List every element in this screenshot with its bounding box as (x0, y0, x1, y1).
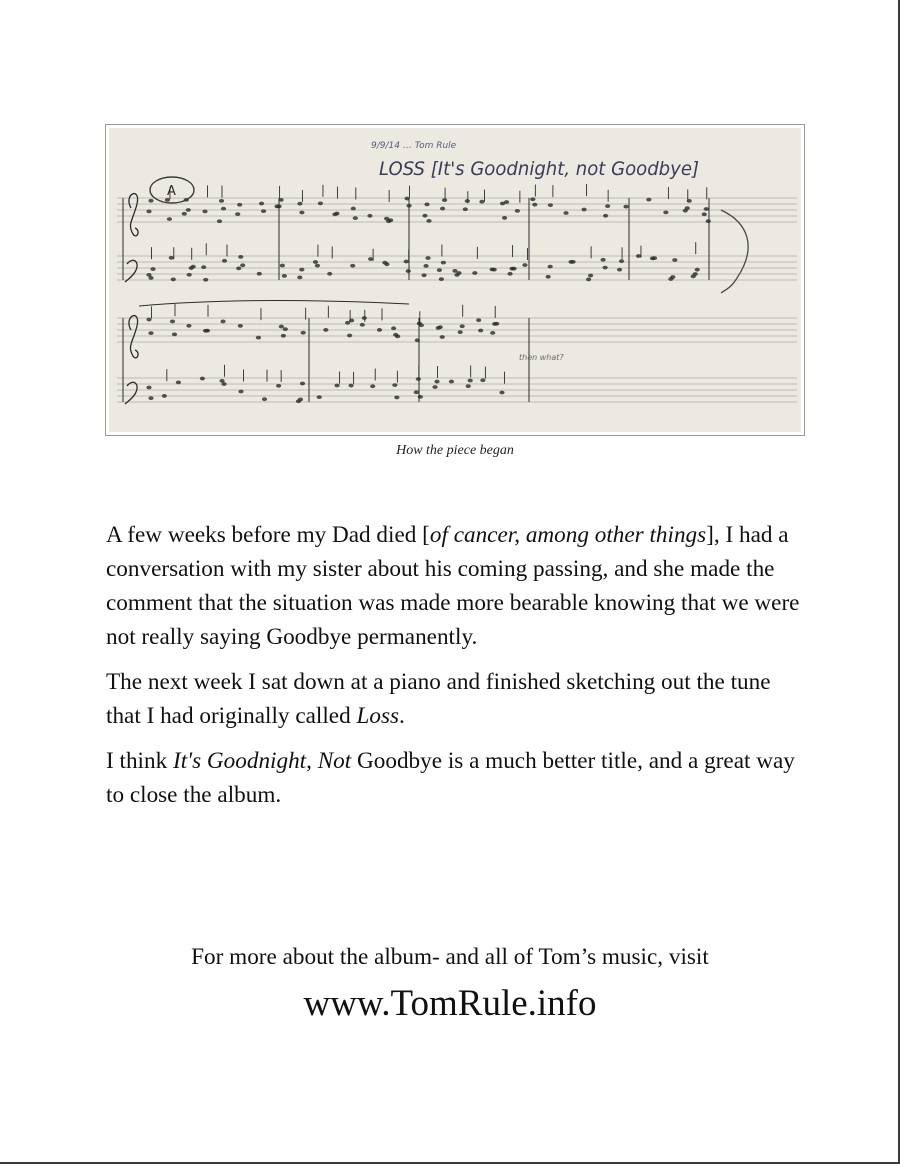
note-head (187, 273, 192, 277)
note-head (432, 385, 437, 389)
note-head (146, 318, 151, 322)
note-head (392, 383, 397, 387)
note-head (499, 391, 504, 395)
note-head (221, 382, 226, 386)
paragraph-1 (106, 518, 806, 654)
note-head (438, 325, 443, 329)
note-head (191, 265, 196, 269)
note-head (478, 329, 483, 333)
note-head (663, 211, 668, 215)
note-head (350, 264, 355, 268)
note-head (670, 275, 675, 279)
note-head (465, 199, 470, 203)
note-head (421, 273, 426, 277)
note-head (279, 325, 284, 329)
note-head (297, 202, 302, 206)
note-head (672, 258, 677, 262)
note-head (368, 257, 373, 261)
note-head (377, 328, 382, 332)
paragraph-1-text-b: ], I had a conversation with my sister about his coming passing, and she made the comment that the situation was made more bearable knowing that we were not really saying Goodbye permanently. (106, 522, 800, 650)
paragraph-2-text-b: . (399, 703, 405, 729)
paragraph-2 (106, 665, 806, 733)
note-head (458, 330, 463, 334)
note-head (150, 267, 155, 271)
handwritten-margin-note: then what? (519, 353, 564, 362)
note-head (546, 275, 551, 279)
note-head (424, 203, 429, 207)
note-head (276, 384, 281, 388)
note-head (522, 263, 527, 267)
note-head (148, 199, 153, 203)
note-head (388, 218, 393, 222)
note-head (162, 394, 167, 398)
manuscript-image (109, 128, 801, 432)
note-head (422, 214, 427, 218)
note-head (261, 209, 266, 213)
note-head (490, 331, 495, 335)
note-head (425, 256, 430, 260)
note-head (219, 199, 224, 203)
note-head (235, 212, 240, 216)
rehearsal-marker: A (167, 184, 176, 199)
figure-caption: How the piece began (396, 443, 514, 458)
note-head (172, 332, 177, 336)
note-head (406, 269, 411, 273)
note-head (586, 278, 591, 282)
note-head (370, 384, 375, 388)
note-head (463, 207, 468, 211)
note-head (449, 380, 454, 384)
footer-text: For more about the album- and all of Tom’s music, visit (191, 944, 709, 970)
note-head (176, 380, 181, 384)
note-head (313, 260, 318, 264)
note-head (704, 207, 709, 211)
note-head (548, 203, 553, 207)
note-head (415, 338, 420, 342)
note-head (619, 259, 624, 263)
note-head (362, 316, 367, 320)
note-head (702, 212, 707, 216)
note-head (202, 210, 207, 214)
note-head (238, 390, 243, 394)
note-head (456, 271, 461, 275)
paragraph-2-text-a: The next week I sat down at a piano and finished sketching out the tune that I had originally called (106, 669, 771, 729)
note-head (548, 265, 553, 269)
paragraph-3 (106, 744, 806, 812)
note-head (419, 323, 424, 327)
note-head (601, 258, 606, 262)
note-head (222, 259, 227, 263)
note-head (511, 267, 516, 271)
paragraph-1-text-a: A few weeks before my Dad died [ (106, 522, 430, 548)
note-head (236, 266, 241, 270)
note-head (237, 203, 242, 207)
paragraph-3-text-b: Goodbye is a much better title, and a great way to close the album. (106, 748, 795, 808)
note-head (146, 210, 151, 214)
note-head (170, 320, 175, 324)
note-head (334, 384, 339, 388)
note-head (440, 207, 445, 211)
note-head (146, 386, 151, 390)
paragraph-1-italic: of cancer, among other things (429, 522, 707, 548)
manuscript-figure (105, 124, 805, 436)
note-head (480, 378, 485, 382)
note-head (442, 198, 447, 202)
note-head (472, 271, 477, 275)
note-head (186, 208, 191, 212)
note-head (404, 260, 409, 264)
note-head (262, 397, 267, 401)
note-head (414, 390, 419, 394)
note-head (652, 256, 657, 260)
note-head (532, 203, 537, 207)
note-head (300, 382, 305, 386)
note-head (257, 272, 262, 276)
note-head (360, 323, 365, 327)
note-head (384, 262, 389, 266)
note-head (588, 274, 593, 278)
note-head (315, 264, 320, 268)
note-head (317, 395, 322, 399)
note-head (276, 205, 281, 209)
note-head (693, 272, 698, 276)
note-head (468, 379, 473, 383)
note-head (581, 208, 586, 212)
note-head (570, 260, 575, 264)
note-head (440, 335, 445, 339)
note-head (406, 204, 411, 208)
note-head (240, 263, 245, 267)
note-head (148, 331, 153, 335)
note-head (200, 377, 205, 381)
note-head (298, 398, 303, 402)
note-head (238, 255, 243, 259)
note-head (221, 207, 226, 211)
note-head (426, 219, 431, 223)
note-head (416, 377, 421, 381)
note-head (259, 202, 264, 206)
note-head (441, 261, 446, 265)
note-head (434, 380, 439, 384)
note-head (334, 212, 339, 216)
note-head (563, 211, 568, 215)
note-head (353, 216, 358, 220)
note-head (476, 318, 481, 322)
note-head (439, 277, 444, 281)
note-head (283, 327, 288, 331)
note-head (282, 274, 287, 278)
note-head (297, 276, 302, 280)
note-head (530, 197, 535, 201)
note-head (327, 272, 332, 276)
note-head (502, 216, 507, 220)
note-head (220, 320, 225, 324)
note-head (182, 212, 187, 216)
note-head (301, 331, 306, 335)
note-head (148, 276, 153, 280)
body-text (106, 518, 806, 823)
note-head (623, 205, 628, 209)
note-head (685, 206, 690, 210)
note-head (169, 256, 174, 260)
note-head (281, 334, 286, 338)
note-head (203, 278, 208, 282)
note-head (460, 324, 465, 328)
note-head (201, 265, 206, 269)
paragraph-2-italic: Loss (356, 703, 400, 729)
note-head (507, 272, 512, 276)
note-head (515, 209, 520, 213)
note-head (318, 201, 323, 205)
note-head (636, 254, 641, 258)
note-head (646, 198, 651, 202)
note-head (394, 396, 399, 400)
note-head (479, 200, 484, 204)
note-head (167, 217, 172, 221)
note-head (351, 207, 356, 211)
note-head (171, 277, 176, 281)
note-head (186, 324, 191, 328)
handwritten-date: 9/9/14 … Tom Rule (371, 141, 457, 151)
note-head (323, 328, 328, 332)
note-head (148, 396, 153, 400)
note-head (391, 326, 396, 330)
note-head (256, 336, 261, 340)
note-head (466, 384, 471, 388)
note-head (347, 334, 352, 338)
note-head (367, 214, 372, 218)
note-head (299, 211, 304, 215)
note-head (603, 214, 608, 218)
handwritten-title: LOSS [It's Goodnight, not Goodbye] (379, 158, 699, 180)
note-head (423, 264, 428, 268)
note-head (238, 324, 243, 328)
note-head (617, 268, 622, 272)
paragraph-3-italic: It's Goodnight, Not (172, 748, 352, 774)
note-head (695, 268, 700, 272)
note-head (349, 384, 354, 388)
note-head (706, 219, 711, 223)
note-head (205, 329, 210, 333)
note-head (603, 266, 608, 270)
note-head (404, 197, 409, 201)
note-head (504, 200, 509, 204)
website-url: www.TomRule.info (303, 983, 597, 1024)
note-head (299, 268, 304, 272)
note-head (492, 268, 497, 272)
note-head (418, 395, 423, 399)
note-head (437, 268, 442, 272)
note-head (605, 204, 610, 208)
note-head (280, 264, 285, 268)
note-head (395, 334, 400, 338)
note-head (217, 219, 222, 223)
note-head (494, 322, 499, 326)
note-head (219, 379, 224, 383)
note-head (278, 198, 283, 202)
paragraph-3-text-a: I think (106, 748, 173, 774)
